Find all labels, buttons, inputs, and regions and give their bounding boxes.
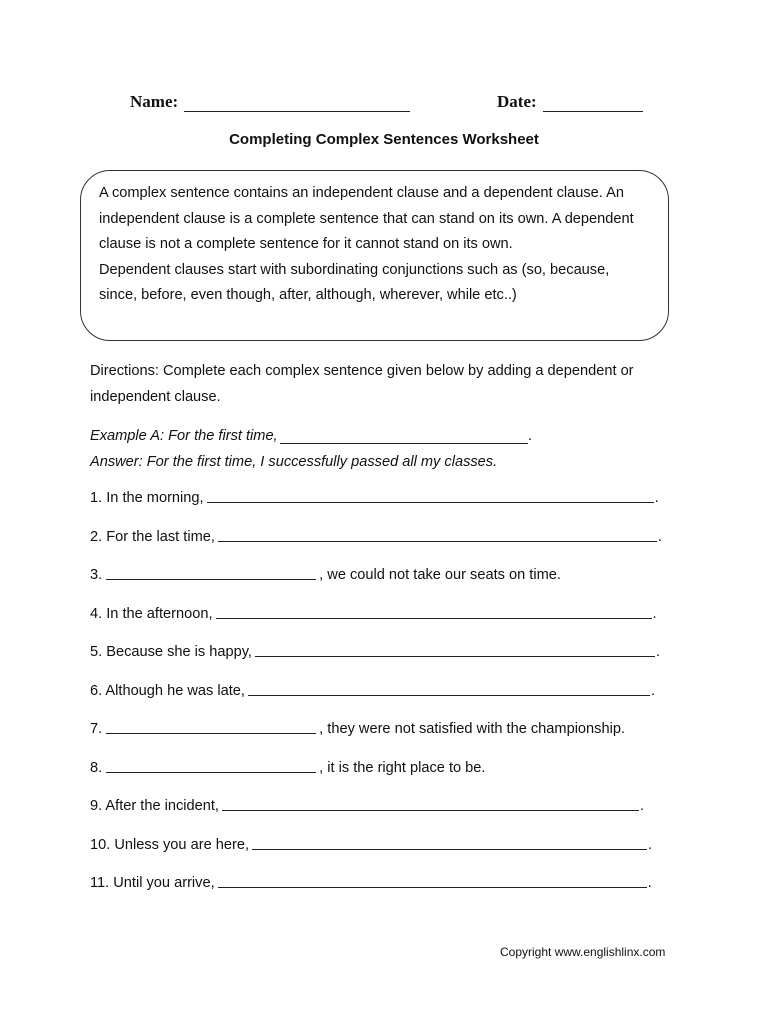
exercise-ending: . [648, 836, 653, 853]
exercise-ending: , we could not take our seats on time. [319, 567, 561, 583]
exercise-prompt: 6. Although he was late, [90, 682, 245, 699]
exercise-ending: . [657, 528, 662, 545]
exercise-item [90, 717, 690, 756]
example-answer: Answer: For the first time, I successfully passed all my classes. [90, 454, 498, 470]
exercise-prompt: 4. In the afternoon, [90, 605, 213, 622]
exercise-item [90, 640, 690, 679]
name-field [130, 92, 410, 112]
example-prompt-end: . [528, 428, 533, 444]
example-blank-line [280, 428, 528, 444]
exercise-prompt: 9. After the incident, [90, 798, 219, 814]
date-label: Date: [497, 92, 537, 111]
exercise-prompt: 2. For the last time, [90, 528, 215, 545]
header-row [0, 92, 768, 118]
exercise-prompt: 10. Unless you are here, [90, 836, 249, 853]
exercise-item [90, 871, 690, 910]
example-block [90, 423, 690, 475]
definition-paragraph-1: A complex sentence contains an independent clause and a dependent clause. An independent clause is a complete sentence that can stand on its own. A dependent clause is not a complete sentence for it cannot stand on its own. [99, 185, 634, 252]
copyright-text: Copyright www.englishlinx.com [500, 945, 666, 959]
exercise-prompt: 5. Because she is happy, [90, 644, 252, 660]
exercise-list [90, 486, 690, 910]
definition-paragraph-2: Dependent clauses start with subordinating conjunctions such as (so, because, since, before, even though, after, although, wherever, while etc..) [99, 261, 610, 303]
exercise-prompt: 11. Until you arrive, [90, 875, 215, 891]
exercise-ending: . [652, 605, 657, 622]
name-label: Name: [130, 92, 179, 111]
exercise-ending: . [656, 644, 661, 660]
answer-blank-line[interactable] [216, 602, 652, 619]
answer-blank-line[interactable] [106, 717, 316, 734]
exercise-prompt: 3. [90, 567, 103, 583]
exercise-prompt: 1. In the morning, [90, 490, 204, 506]
answer-blank-line[interactable] [207, 486, 654, 503]
exercise-item [90, 563, 690, 602]
exercise-item [90, 679, 690, 718]
answer-blank-line[interactable] [255, 640, 655, 657]
exercise-ending: . [640, 798, 645, 814]
answer-blank-line[interactable] [222, 794, 639, 811]
answer-blank-line[interactable] [218, 871, 647, 888]
exercise-item [90, 602, 690, 641]
exercise-item [90, 486, 690, 525]
answer-blank-line[interactable] [248, 679, 650, 696]
exercise-ending: , it is the right place to be. [319, 759, 486, 776]
exercise-prompt: 7. [90, 721, 103, 737]
exercise-item [90, 756, 690, 795]
exercise-item [90, 794, 690, 833]
answer-blank-line[interactable] [106, 756, 316, 773]
name-blank-line[interactable] [184, 95, 410, 112]
exercise-item [90, 833, 690, 872]
directions-text: Directions: Complete each complex sentence given below by adding a dependent or independent clause. [90, 363, 634, 405]
example-prompt: Example A: For the first time, [90, 428, 278, 444]
answer-blank-line[interactable] [218, 525, 657, 542]
example-prompt-line [90, 423, 690, 449]
exercise-ending: . [654, 490, 659, 506]
exercise-ending: , they were not satisfied with the championship. [319, 721, 625, 737]
answer-blank-line[interactable] [252, 833, 647, 850]
answer-blank-line[interactable] [106, 563, 316, 580]
exercise-ending: . [650, 682, 656, 699]
date-field [497, 92, 643, 112]
exercise-item [90, 525, 690, 564]
worksheet-title: Completing Complex Sentences Worksheet [229, 131, 539, 148]
definition-box [80, 170, 669, 341]
date-blank-line[interactable] [543, 95, 643, 112]
exercise-ending: . [647, 875, 652, 891]
exercise-prompt: 8. [90, 759, 103, 776]
